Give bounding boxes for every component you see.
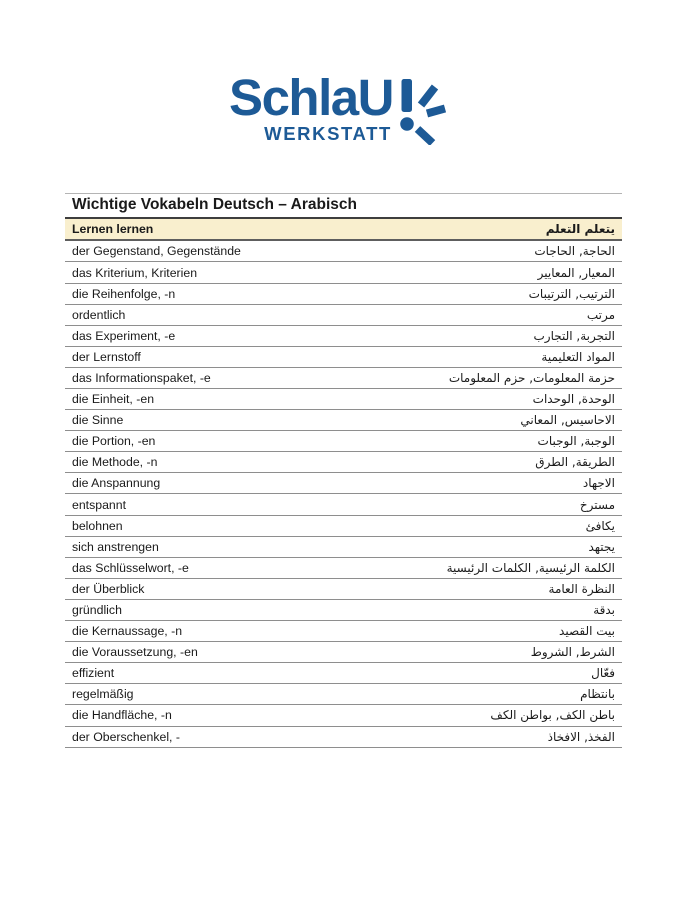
vocab-row (65, 431, 622, 452)
vocab-row (65, 284, 622, 305)
schlau-logo (0, 69, 675, 145)
german-term: entspannt (72, 497, 127, 512)
page-title: Wichtige Vokabeln Deutsch – Arabisch (65, 193, 622, 219)
vocab-row (65, 663, 622, 684)
vocab-row (65, 347, 622, 368)
table-header-row (65, 219, 622, 241)
german-term: gründlich (72, 603, 122, 617)
vocab-row (65, 368, 622, 389)
vocab-row (65, 326, 622, 347)
arabic-term: بانتظام (580, 687, 615, 702)
vocab-row (65, 537, 622, 558)
german-term: die Portion, -en (72, 434, 156, 449)
arabic-term: النظرة العامة (548, 581, 615, 596)
german-term: die Methode, -n (72, 455, 158, 470)
german-term: die Kernaussage, -n (72, 624, 183, 639)
vocab-row (65, 579, 622, 600)
vocab-row (65, 621, 622, 642)
german-term: das Experiment, -e (72, 328, 176, 343)
arabic-term: المواد التعليمية (541, 349, 615, 364)
german-term: die Sinne (72, 413, 124, 428)
arabic-term: الاحاسيس, المعاني (520, 413, 615, 428)
table-header-arabic: يتعلم التعلم (545, 222, 615, 237)
brand-wordmark: SchlaU (229, 69, 393, 126)
vocab-row (65, 684, 622, 705)
arabic-term: الكلمة الرئيسية, الكلمات الرئيسية (446, 560, 615, 575)
arabic-term: الوحدة, الوحدات (532, 392, 615, 407)
vocab-row (65, 642, 622, 663)
arabic-term: الاجهاد (582, 476, 615, 491)
vocab-row (65, 389, 622, 410)
arabic-term: باطن الكف, بواطن الكف (490, 708, 615, 723)
vocab-row (65, 705, 622, 726)
table-header-german: Lernen lernen (72, 222, 154, 237)
vocab-row (65, 262, 622, 283)
arabic-term: بيت القصيد (559, 624, 615, 639)
arabic-term: الشرط, الشروط (530, 645, 615, 660)
german-term: der Oberschenkel, - (72, 729, 180, 744)
german-term: ordentlich (72, 307, 126, 322)
arabic-term: الحاجة, الحاجات (534, 244, 615, 259)
exclamation-spark-icon (400, 77, 446, 145)
vocab-row (65, 558, 622, 579)
arabic-term: مسترخ (579, 497, 615, 512)
vocab-row (65, 494, 622, 515)
brand-subtitle: WERKSTATT (264, 122, 392, 144)
german-term: die Voraussetzung, -en (72, 645, 198, 660)
arabic-term: التجربة, التجارب (533, 328, 615, 343)
arabic-term: بدقة (593, 603, 615, 617)
german-term: effizient (72, 666, 115, 681)
arabic-term: الطريقة, الطرق (535, 455, 615, 470)
vocab-row (65, 600, 622, 621)
arabic-term: حزمة المعلومات, حزم المعلومات (448, 370, 615, 385)
german-term: der Lernstoff (72, 349, 141, 364)
vocab-sheet (65, 193, 622, 748)
german-term: die Einheit, -en (72, 392, 155, 407)
arabic-term: الترتيب, الترتيبات (528, 286, 615, 301)
vocab-row (65, 452, 622, 473)
arabic-term: الفخذ, الافخاذ (547, 729, 615, 744)
vocab-row (65, 410, 622, 431)
arabic-term: يكافئ (585, 518, 615, 533)
vocab-row (65, 241, 622, 262)
vocab-row (65, 305, 622, 326)
german-term: der Gegenstand, Gegenstände (72, 244, 241, 259)
german-term: regelmäßig (72, 687, 134, 702)
vocab-row (65, 516, 622, 537)
arabic-term: فعّال (591, 666, 615, 681)
arabic-term: يجتهد (588, 539, 615, 554)
german-term: sich anstrengen (72, 539, 159, 554)
german-term: das Informationspaket, -e (72, 370, 211, 385)
german-term: die Anspannung (72, 476, 161, 491)
vocab-row (65, 473, 622, 494)
vocab-row (65, 727, 622, 748)
arabic-term: الوجبة, الوجبات (537, 434, 615, 449)
german-term: die Reihenfolge, -n (72, 286, 176, 301)
german-term: die Handfläche, -n (72, 708, 172, 723)
vocab-rows (65, 241, 622, 747)
german-term: das Schlüsselwort, -e (72, 560, 189, 575)
german-term: das Kriterium, Kriterien (72, 265, 198, 280)
arabic-term: المعيار, المعايير (537, 265, 615, 280)
german-term: der Überblick (72, 581, 145, 596)
german-term: belohnen (72, 518, 123, 533)
arabic-term: مرتب (586, 307, 615, 322)
